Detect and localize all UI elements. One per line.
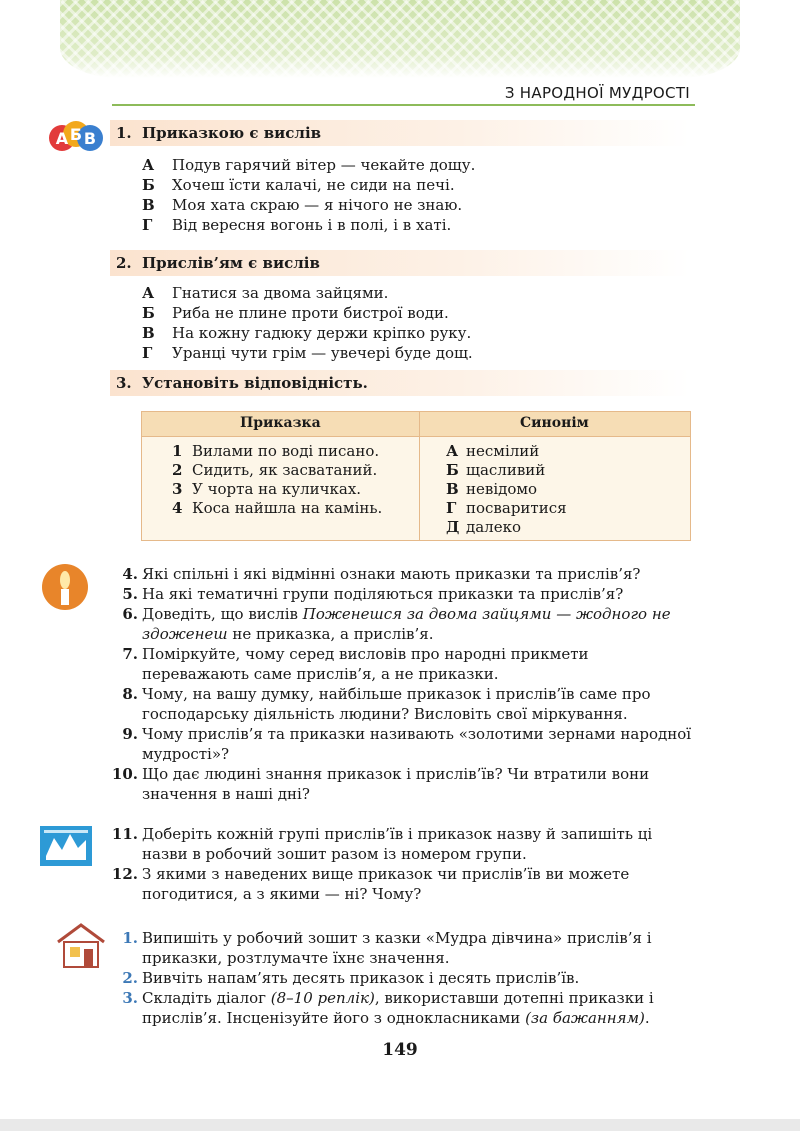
option-letter: В (142, 196, 155, 214)
task-text: На які тематичні групи поділяються приказки та прислів’я? (142, 585, 624, 603)
option-text: Хочеш їсти калачі, не сиди на печі. (172, 176, 455, 194)
cell-text: У чорта на куличках. (192, 480, 362, 498)
question-number: 3. (116, 374, 132, 392)
option (142, 216, 451, 234)
abv-letter-v: В (83, 129, 97, 148)
option-text: Подув гарячий вітер — чекайте дощу. (172, 156, 476, 174)
option-letter: А (142, 284, 155, 302)
cell-letter: Г (446, 499, 457, 517)
question-text: Прислів’ям є вислів (142, 254, 320, 272)
cell-text: посваритися (466, 499, 567, 517)
task-quote: Поженешся за двома зайцями — жодного не здоженеш (142, 605, 671, 643)
option (142, 344, 473, 362)
table-cell-right (446, 480, 537, 498)
task-number: 12. (111, 865, 138, 883)
option-text: Від вересня вогонь і в полі, і в хаті. (172, 216, 452, 234)
task-number: 11. (111, 825, 138, 843)
question-2-title (116, 254, 320, 272)
cell-number: 2 (172, 461, 183, 479)
cell-letter: Б (446, 461, 459, 479)
option-text: Риба не плине проти бистрої води. (172, 304, 449, 322)
task-text-part: не приказка, а прислів’я. (232, 625, 434, 643)
option-text: Моя хата скраю — я нічого не знаю. (172, 196, 463, 214)
table-cell-right (446, 461, 545, 479)
homework-house-icon (54, 922, 108, 970)
option (142, 284, 388, 302)
homework-number: 1. (122, 929, 138, 947)
test-abv-icon (48, 118, 104, 154)
table-cell-left (172, 480, 361, 498)
task-text: Чому прислів’я та приказки називають «золотими зернами народної мудрості»? (142, 725, 692, 763)
abv-letter-a: А (55, 129, 69, 148)
homework-text-part: Складіть діалог (142, 989, 266, 1007)
group-work-icon (40, 826, 92, 866)
table-divider (419, 412, 420, 540)
abv-letter-b: Б (69, 125, 83, 144)
option (142, 304, 449, 322)
cell-number: 4 (172, 499, 183, 517)
candle-icon (40, 562, 90, 612)
option-text: На кожну гадюку держи кріпко руку. (172, 324, 472, 342)
task-text: Поміркуйте, чому серед висловів про народні прикмети переважають саме прислів’я, а не приказки. (142, 645, 589, 683)
option (142, 196, 462, 214)
option (142, 324, 471, 342)
task-number: 4. (122, 565, 138, 583)
task-number: 10. (111, 765, 138, 783)
question-3-title (116, 374, 368, 392)
option (142, 176, 455, 194)
task-number: 6. (122, 605, 138, 623)
task-number: 8. (122, 685, 138, 703)
homework-text-part: , використавши дотепні приказки і прислів’я. Інсценізуйте його з однокласниками (142, 989, 654, 1027)
table-cell-left (172, 442, 379, 460)
cell-text: Сидить, як засватаний. (192, 461, 378, 479)
header-ornament (60, 0, 740, 78)
task-text: Чому, на вашу думку, найбільше приказок і прислів’їв саме про господарську діяльність людини? Висловіть свої міркування. (142, 685, 651, 723)
homework-italic: (8–10 реплік) (270, 989, 375, 1007)
section-title: З НАРОДНОЇ МУДРОСТІ (504, 84, 690, 102)
page-number: 149 (382, 1040, 418, 1060)
option-letter: В (142, 324, 155, 342)
cell-text: щасливий (466, 461, 546, 479)
option-letter: Б (142, 304, 155, 322)
bottom-bar (0, 1119, 800, 1131)
cell-text: невідомо (466, 480, 538, 498)
homework-text-part: . (644, 1009, 650, 1027)
table-header (142, 412, 690, 437)
table-cell-left (172, 499, 382, 517)
option-letter: Б (142, 176, 155, 194)
question-1-title (116, 124, 321, 142)
matching-table (141, 411, 691, 541)
table-cell-left (172, 461, 377, 479)
option (142, 156, 475, 174)
cell-number: 3 (172, 480, 183, 498)
homework-text (142, 988, 694, 1028)
question-number: 2. (116, 254, 132, 272)
option-letter: Г (142, 344, 153, 362)
task-text: З якими з наведених вище приказок чи прислів’їв ви можете погодитися, а з якими — ні? Чому? (142, 865, 630, 903)
cell-text: несмілий (466, 442, 540, 460)
cell-text: Коса найшла на камінь. (192, 499, 383, 517)
table-cell-right (446, 442, 539, 460)
table-cell-right (446, 518, 521, 536)
cell-number: 1 (172, 442, 183, 460)
homework-number: 3. (122, 989, 138, 1007)
table-cell-right (446, 499, 567, 517)
task-number: 9. (122, 725, 138, 743)
task-text: Які спільні і які відмінні ознаки мають приказки та прислів’я? (142, 565, 641, 583)
option-text: Гнатися за двома зайцями. (172, 284, 389, 302)
homework-italic: (за бажанням) (525, 1009, 645, 1027)
homework-text: Випишіть у робочий зошит з казки «Мудра дівчина» прислів’я і приказки, розтлумачте їхнє значення. (142, 929, 652, 967)
question-text: Приказкою є вислів (142, 124, 322, 142)
task-text: Доберіть кожній групі прислів’їв і приказок назву й запишіть ці назви в робочий зошит разом із номером групи. (142, 825, 653, 863)
cell-text: Вилами по воді писано. (192, 442, 380, 460)
homework-number: 2. (122, 969, 138, 987)
question-text: Установіть відповідність. (142, 374, 368, 392)
cell-letter: Д (446, 518, 460, 536)
homework-text: Вивчіть напам’ять десять приказок і десять прислів’їв. (142, 969, 580, 987)
option-letter: А (142, 156, 155, 174)
task-text: Що дає людині знання приказок і прислів’їв? Чи втратили вони значення в наші дні? (142, 765, 650, 803)
task-number: 7. (122, 645, 138, 663)
column-header-left: Приказка (240, 415, 321, 431)
option-letter: Г (142, 216, 153, 234)
task-number: 5. (122, 585, 138, 603)
cell-letter: А (446, 442, 459, 460)
task-text (142, 604, 694, 644)
cell-text: далеко (466, 518, 521, 536)
cell-letter: В (446, 480, 459, 498)
option-text: Уранці чути грім — увечері буде дощ. (172, 344, 473, 362)
header-rule (112, 104, 695, 106)
task-text-part: Доведіть, що вислів (142, 605, 298, 623)
question-number: 1. (116, 124, 132, 142)
column-header-right: Синонім (520, 415, 589, 431)
